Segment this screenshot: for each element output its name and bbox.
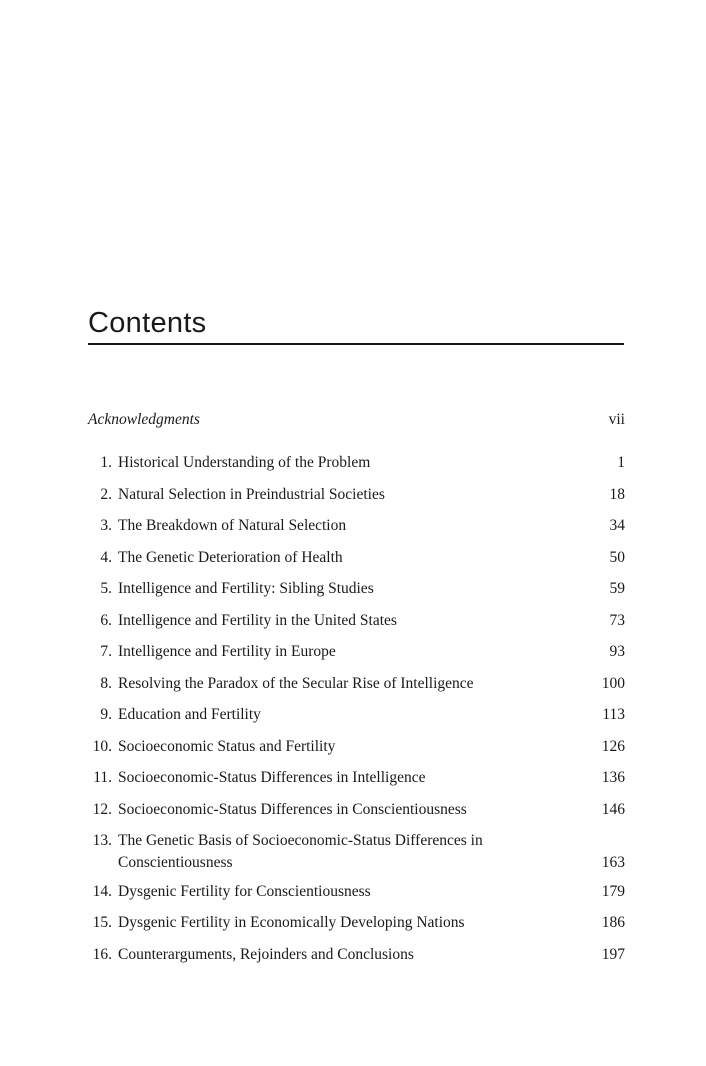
toc-entry-number: 6. xyxy=(100,612,112,629)
toc-entry-number: 16. xyxy=(92,946,112,963)
toc-entry-page: 186 xyxy=(601,914,625,931)
toc-entry-title: Intelligence and Fertility: Sibling Studies xyxy=(118,580,374,597)
toc-entry-page: 136 xyxy=(601,769,625,786)
toc-entry-page: 146 xyxy=(601,801,625,818)
toc-entry-title: Socioeconomic Status and Fertility xyxy=(118,738,336,755)
toc-entry-page: 73 xyxy=(609,612,625,629)
toc-entry-page: 100 xyxy=(601,675,625,692)
toc-entry-page: 1 xyxy=(617,454,625,471)
toc-entry-title: Natural Selection in Preindustrial Societies xyxy=(118,486,385,503)
toc-entry-title: Counterarguments, Rejoinders and Conclusions xyxy=(118,946,414,963)
toc-entry-title: Dysgenic Fertility in Economically Developing Nations xyxy=(118,914,465,931)
toc-entry-page: vii xyxy=(608,411,625,428)
page-title: Contents xyxy=(88,307,207,339)
toc-entry-number: 9. xyxy=(100,706,112,723)
toc-entry-title: Resolving the Paradox of the Secular Rise of Intelligence xyxy=(118,675,474,692)
toc-entry-number: 10. xyxy=(92,738,112,755)
toc-entry-page: 34 xyxy=(609,517,625,534)
toc-entry-number: 12. xyxy=(92,801,112,818)
toc-entry-page: 197 xyxy=(601,946,625,963)
toc-entry-number: 4. xyxy=(100,549,112,566)
toc-entry-page: 113 xyxy=(602,706,625,723)
toc-entry-title: Intelligence and Fertility in the United States xyxy=(118,612,397,629)
toc-entry-page: 59 xyxy=(609,580,625,597)
toc-entry-title: Education and Fertility xyxy=(118,706,261,723)
toc-entry-number: 13. xyxy=(92,832,112,849)
toc-entry-title: Socioeconomic-Status Differences in Intelligence xyxy=(118,769,426,786)
toc-entry-title: Dysgenic Fertility for Conscientiousness xyxy=(118,883,371,900)
toc-entry-page: 163 xyxy=(601,854,625,871)
toc-entry-title: Historical Understanding of the Problem xyxy=(118,454,371,471)
toc-entry-number: 3. xyxy=(100,517,112,534)
toc-entry-number: 11. xyxy=(93,769,112,786)
toc-entry-title: Acknowledgments xyxy=(88,411,200,428)
toc-entry-title: The Genetic Basis of Socioeconomic-Status Differences in xyxy=(118,832,483,849)
toc-entry-title-continued: Conscientiousness xyxy=(118,854,233,871)
toc-entry-page: 126 xyxy=(601,738,625,755)
toc-entry-title: The Breakdown of Natural Selection xyxy=(118,517,347,534)
toc-entry-number: 1. xyxy=(100,454,112,471)
toc-entry-page: 179 xyxy=(601,883,625,900)
toc-entry-title: The Genetic Deterioration of Health xyxy=(118,549,343,566)
toc-entry-number: 7. xyxy=(100,643,112,660)
toc-entry-title: Intelligence and Fertility in Europe xyxy=(118,643,336,660)
toc-entry-number: 8. xyxy=(100,675,112,692)
toc-entry-number: 15. xyxy=(92,914,112,931)
toc-entry-number: 2. xyxy=(100,486,112,503)
title-rule xyxy=(88,343,624,345)
toc-entry-page: 93 xyxy=(609,643,625,660)
toc-entry-number: 5. xyxy=(100,580,112,597)
toc-entry-page: 50 xyxy=(609,549,625,566)
toc-entry-title: Socioeconomic-Status Differences in Conscientiousness xyxy=(118,801,467,818)
toc-entry-page: 18 xyxy=(609,486,625,503)
toc-entry-number: 14. xyxy=(92,883,112,900)
